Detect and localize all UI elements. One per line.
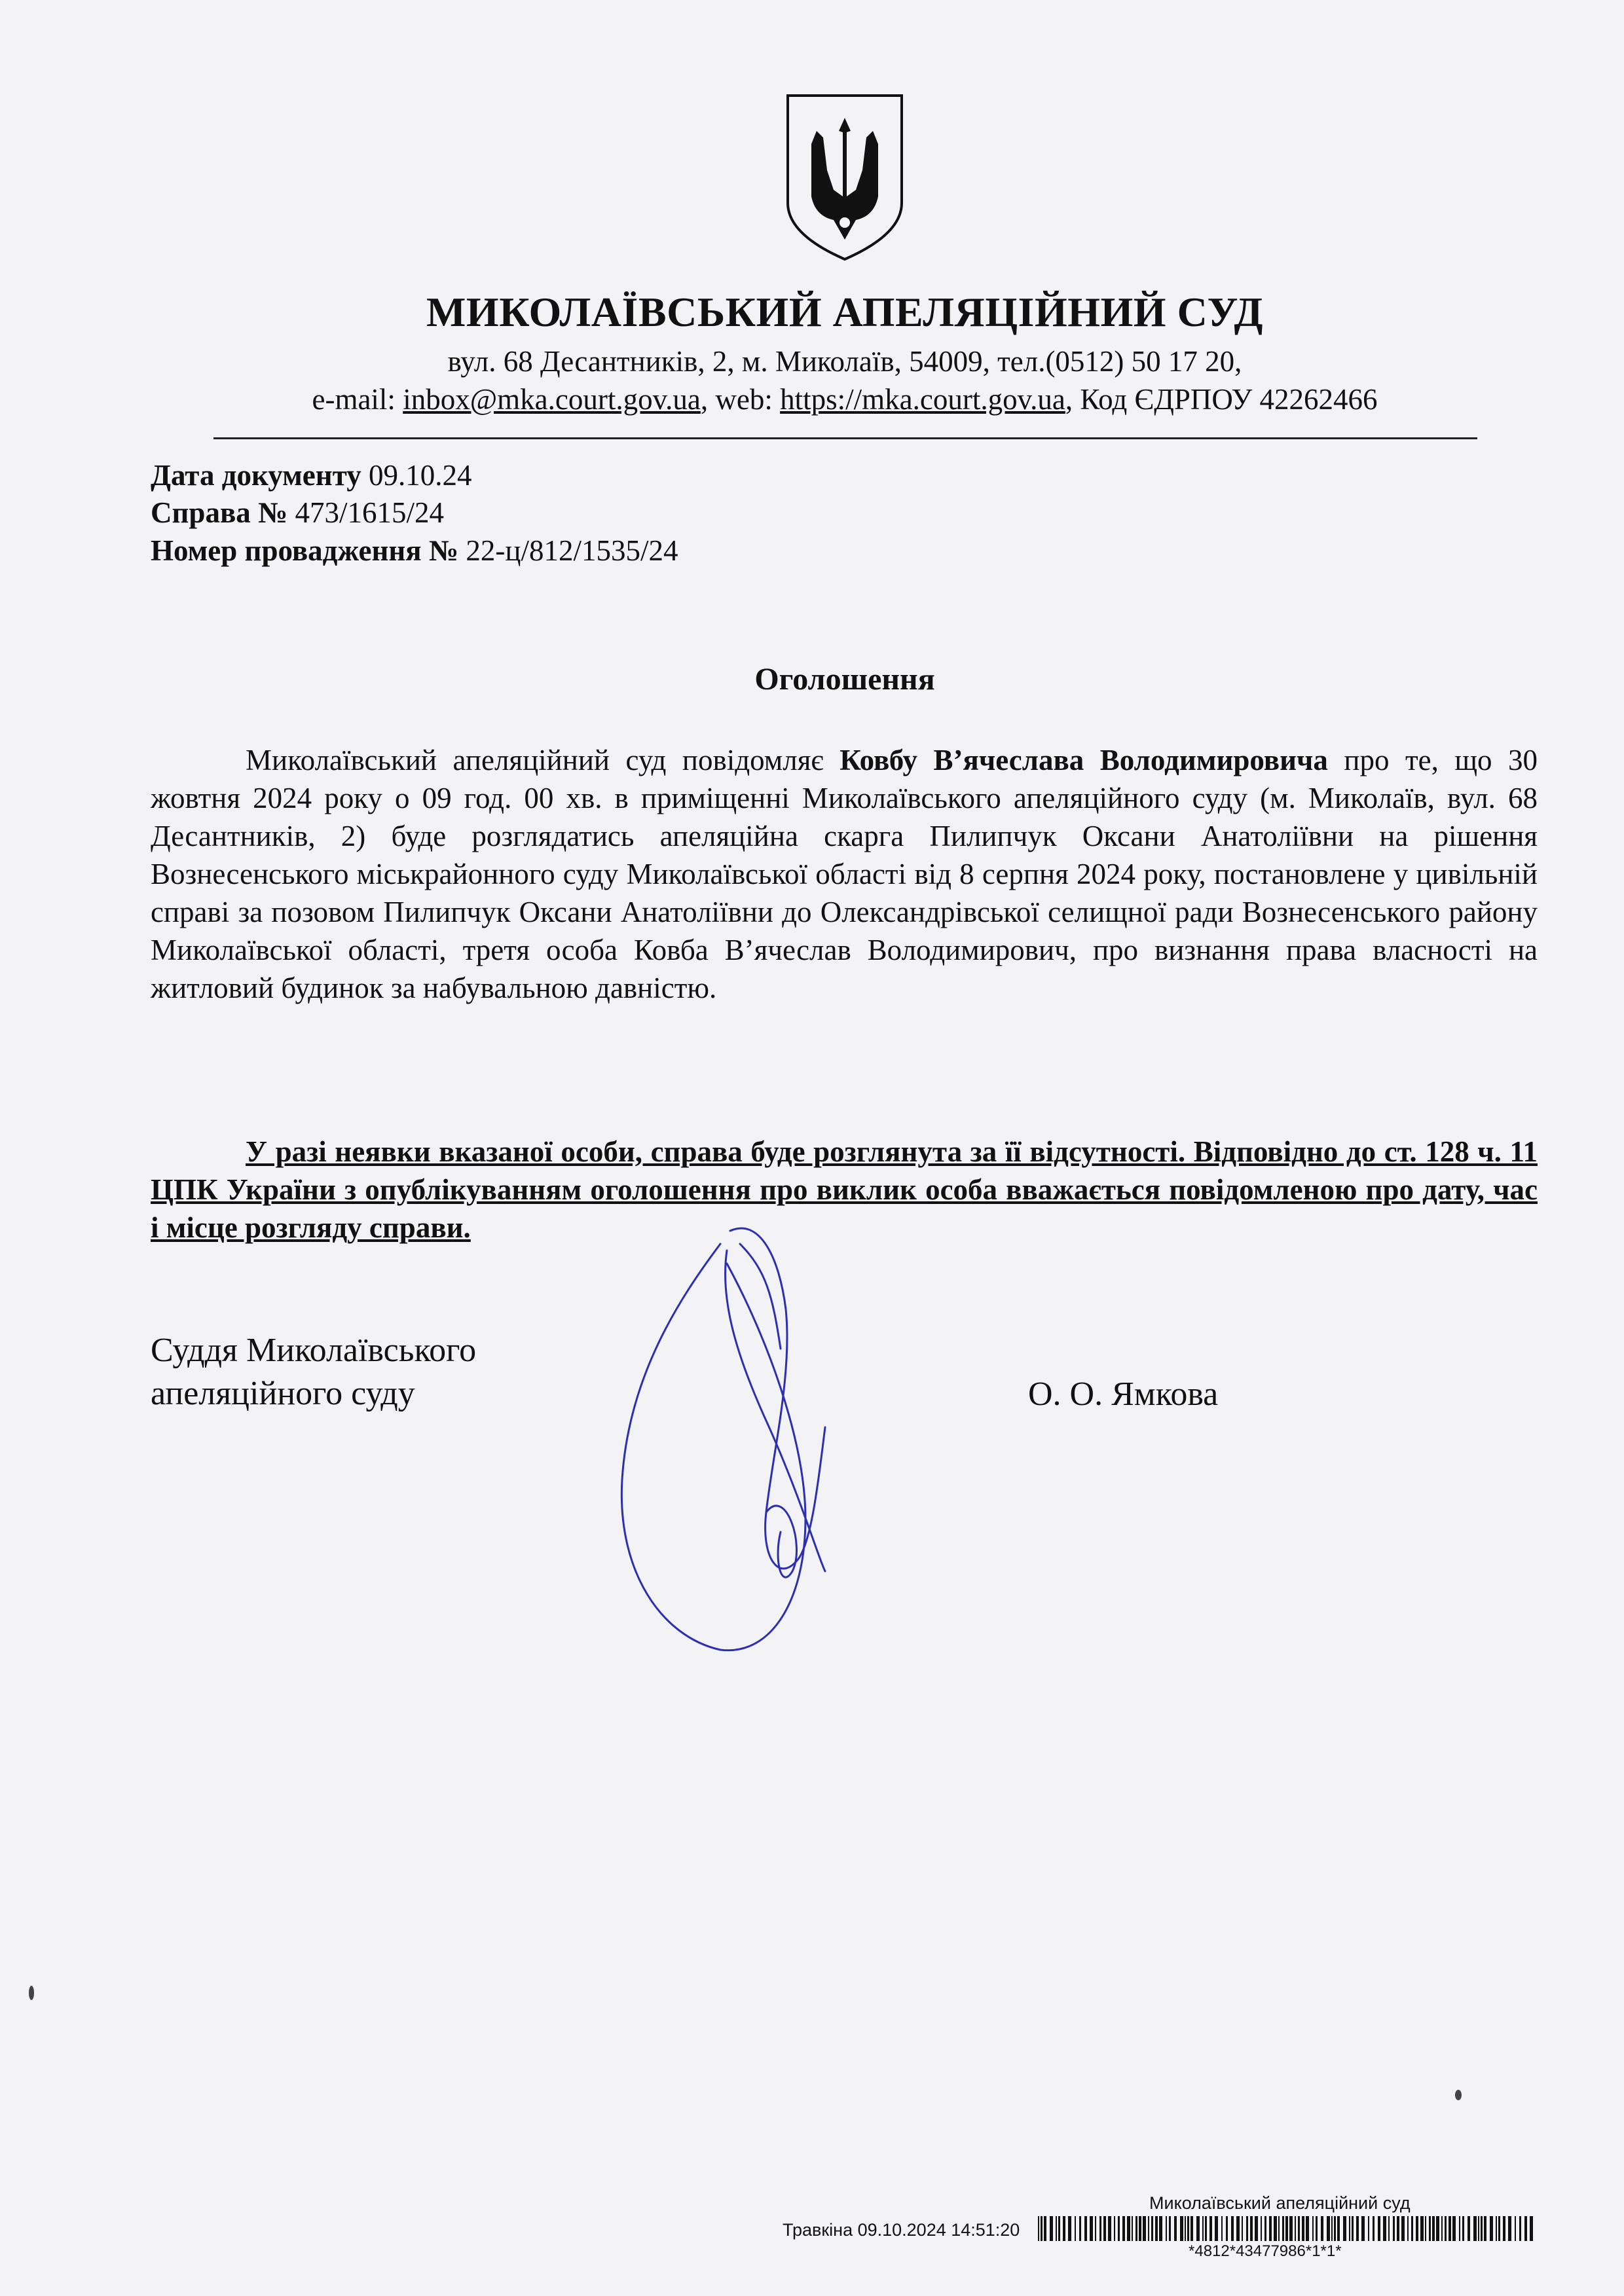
barcode-bar <box>1481 2216 1483 2241</box>
announcement-body <box>151 741 1538 1007</box>
warning-text: У разі неявки вказаної особи, справа буде розглянута за її відсутності. Відповідно до ст. 128 ч. 11 ЦПК України з опублікуванням оголошення про виклик особа вважається повідомленою про дату, час і місце розгляду справи. <box>151 1135 1538 1244</box>
proceeding-number <box>151 534 678 568</box>
web-label: , web: <box>700 383 781 416</box>
document-date-value: 09.10.24 <box>361 459 472 492</box>
barcode-bar <box>1118 2216 1120 2241</box>
proceeding-number-label: Номер провадження № <box>151 534 459 567</box>
barcode-bar <box>1298 2216 1300 2241</box>
barcode-bar <box>1056 2216 1057 2241</box>
barcode-bar <box>1246 2216 1248 2241</box>
barcode-bar <box>1343 2216 1346 2241</box>
barcode-bar <box>1312 2216 1314 2241</box>
court-contacts <box>0 382 1624 416</box>
barcode-bar <box>1378 2216 1380 2241</box>
barcode-bar <box>1484 2216 1486 2241</box>
barcode-bar <box>1429 2216 1431 2241</box>
barcode-bar <box>1490 2216 1493 2241</box>
barcode-bar <box>1411 2216 1413 2241</box>
barcode-bar <box>1122 2216 1125 2241</box>
stamp-court-name: Миколаївський апеляційний суд <box>1149 2193 1411 2213</box>
barcode-bar <box>1295 2216 1296 2241</box>
barcode-bar <box>1250 2216 1253 2241</box>
barcode-bar <box>1135 2216 1137 2241</box>
barcode-bar <box>1441 2216 1443 2241</box>
barcode-bar <box>1508 2216 1511 2241</box>
case-number-label: Справа № <box>151 496 288 529</box>
barcode-bar <box>1452 2216 1456 2241</box>
court-name: МИКОЛАЇВСЬКИЙ АПЕЛЯЦІЙНИЙ СУД <box>426 289 1263 335</box>
barcode-bar <box>1530 2216 1533 2241</box>
coat-of-arms-icon <box>783 92 907 263</box>
barcode-bar <box>1169 2216 1171 2241</box>
barcode-bar <box>1108 2216 1111 2241</box>
barcode-bar <box>1388 2216 1390 2241</box>
barcode-bar <box>1132 2216 1133 2241</box>
barcode-bar <box>1209 2216 1212 2241</box>
barcode-bar <box>1515 2216 1516 2241</box>
barcode-bar <box>1407 2216 1409 2241</box>
barcode-bar <box>1285 2216 1288 2241</box>
barcode-bar <box>1361 2216 1365 2241</box>
barcode-bar <box>1368 2216 1369 2241</box>
barcode-bar <box>1432 2216 1435 2241</box>
header-divider <box>213 437 1477 439</box>
barcode-bar <box>1079 2216 1081 2241</box>
stamp-datetime: Травкіна 09.10.2024 14:51:20 <box>783 2220 1020 2240</box>
barcode-bar <box>1321 2216 1323 2241</box>
email-label: e-mail: <box>312 383 403 416</box>
barcode-bar <box>1352 2216 1354 2241</box>
barcode-bar <box>1099 2216 1101 2241</box>
judge-position <box>151 1329 476 1415</box>
barcode-bar <box>1467 2216 1470 2241</box>
barcode-bar <box>1155 2216 1158 2241</box>
announcement-intro: Миколаївський апеляційний суд повідомляє <box>246 744 840 776</box>
barcode-bar <box>1166 2216 1167 2241</box>
barcode-bar <box>1041 2216 1043 2241</box>
barcode-bar <box>1095 2216 1096 2241</box>
barcode-bar <box>1264 2216 1266 2241</box>
document-date <box>151 458 471 492</box>
barcode-bar <box>1278 2216 1280 2241</box>
email-link[interactable]: inbox@mka.court.gov.ua <box>403 383 701 416</box>
proceeding-number-value: 22-ц/812/1535/24 <box>458 534 678 567</box>
barcode-bar <box>1185 2216 1186 2241</box>
barcode-bar <box>1503 2216 1505 2241</box>
barcode-bar <box>1075 2216 1076 2241</box>
barcode-bar <box>1302 2216 1304 2241</box>
barcode-bar <box>1127 2216 1130 2241</box>
court-address: вул. 68 Десантників, 2, м. Миколаїв, 54009, тел.(0512) 50 17 20, <box>447 345 1242 378</box>
barcode-bar <box>1393 2216 1395 2241</box>
case-number <box>151 496 444 530</box>
registration-barcode <box>1038 2216 1536 2241</box>
barcode-bar <box>1190 2216 1193 2241</box>
judge-name: О. О. Ямкова <box>1028 1376 1219 1413</box>
announcement-details: про те, що 30 жовтня 2024 року о 09 год. 00 хв. в приміщенні Миколаївського апеляційного суду (м. Миколаїв, вул. 68 Десантників, 2) буде розглядатись апеляційна скарга Пилипчук Оксани Анатоліївни на рішення Вознесенського міськрайонного суду Миколаївської області від 8 серпня 2024 року, постановлене у цивільній справі за позовом Пилипчук Оксани Анатоліївни до Олександрівської селищної ради Вознесенського району Миколаївської області, третя особа Ковба В’ячеслав Володимирович, про визнання права власності на житловий будинок за набувальною давністю. <box>151 744 1538 1004</box>
barcode-bar <box>1383 2216 1386 2241</box>
barcode-bar <box>1496 2216 1497 2241</box>
barcode-bar <box>1436 2216 1439 2241</box>
barcode-bar <box>1063 2216 1065 2241</box>
scan-speck <box>29 1986 34 2000</box>
barcode-bar <box>1416 2216 1418 2241</box>
barcode-bar <box>1196 2216 1200 2241</box>
barcode-bar <box>1114 2216 1115 2241</box>
barcode-bar <box>1090 2216 1093 2241</box>
barcode-bar <box>1473 2216 1477 2241</box>
barcode-bar <box>1261 2216 1262 2241</box>
barcode-bar <box>1349 2216 1350 2241</box>
scan-speck <box>1455 2090 1462 2100</box>
barcode-bar <box>1174 2216 1177 2241</box>
barcode-bar <box>1038 2216 1039 2241</box>
judge-position-line1: Суддя Миколаївського <box>151 1332 477 1369</box>
barcode-bar <box>1306 2216 1309 2241</box>
barcode-bar <box>1274 2216 1277 2241</box>
barcode-bar <box>1459 2216 1460 2241</box>
barcode-bar <box>1524 2216 1527 2241</box>
barcode-number: *4812*43477986*1*1* <box>1189 2242 1342 2260</box>
barcode-bar <box>1044 2216 1046 2241</box>
barcode-bar <box>1202 2216 1204 2241</box>
barcode-bar <box>1316 2216 1318 2241</box>
web-link[interactable]: https://mka.court.gov.ua <box>780 383 1065 416</box>
barcode-bar <box>1478 2216 1479 2241</box>
barcode-bar <box>1519 2216 1521 2241</box>
barcode-bar <box>1226 2216 1228 2241</box>
edrpou-code: , Код ЄДРПОУ 42262466 <box>1065 383 1378 416</box>
barcode-bar <box>1282 2216 1284 2241</box>
barcode-bar <box>1425 2216 1426 2241</box>
document-date-label: Дата документу <box>151 459 361 492</box>
barcode-bar <box>1373 2216 1375 2241</box>
barcode-bar <box>1159 2216 1162 2241</box>
barcode-bar <box>1255 2216 1258 2241</box>
barcode-bar <box>1445 2216 1447 2241</box>
judge-position-line2: апеляційного суду <box>151 1375 415 1412</box>
barcode-bar <box>1449 2216 1451 2241</box>
barcode-bar <box>1221 2216 1223 2241</box>
barcode-bar <box>1401 2216 1405 2241</box>
barcode-bar <box>1143 2216 1146 2241</box>
barcode-bar <box>1327 2216 1330 2241</box>
barcode-bar <box>1289 2216 1293 2241</box>
barcode-bar <box>1498 2216 1500 2241</box>
case-number-value: 473/1615/24 <box>287 496 444 529</box>
barcode-bar <box>1084 2216 1087 2241</box>
barcode-bar <box>1050 2216 1053 2241</box>
barcode-bar <box>1420 2216 1424 2241</box>
barcode-bar <box>1462 2216 1464 2241</box>
barcode-bar <box>1068 2216 1071 2241</box>
barcode-bar <box>1356 2216 1359 2241</box>
barcode-bar <box>1337 2216 1340 2241</box>
handwritten-signature <box>609 1205 891 1663</box>
barcode-bar <box>1242 2216 1243 2241</box>
barcode-bar <box>1180 2216 1183 2241</box>
barcode-bar <box>1103 2216 1106 2241</box>
barcode-bar <box>1215 2216 1218 2241</box>
barcode-bar <box>1205 2216 1207 2241</box>
barcode-bar <box>1231 2216 1234 2241</box>
barcode-bar <box>1331 2216 1333 2241</box>
barcode-bar <box>1236 2216 1240 2241</box>
barcode-bar <box>1397 2216 1399 2241</box>
announcement-title: Оголошення <box>754 662 935 697</box>
barcode-bar <box>1058 2216 1060 2241</box>
barcode-bar <box>1139 2216 1141 2241</box>
barcode-bar <box>1151 2216 1153 2241</box>
summoned-person: Ковбу В’ячеслава Володимировича <box>840 744 1328 776</box>
barcode-bar <box>1334 2216 1336 2241</box>
barcode-bar <box>1269 2216 1272 2241</box>
barcode-bar <box>1148 2216 1149 2241</box>
barcode-bar <box>1187 2216 1189 2241</box>
